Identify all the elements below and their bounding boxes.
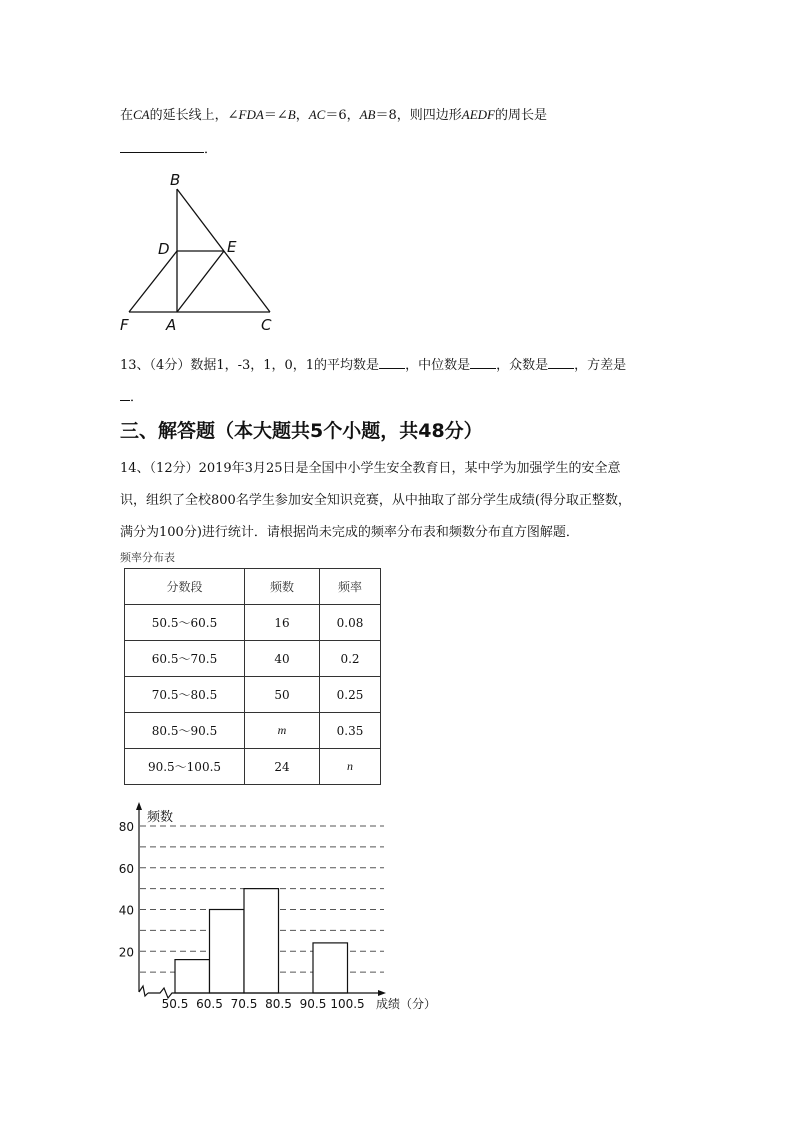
answer-blank-variance[interactable] [120, 388, 130, 401]
table-cell: 0.35 [320, 713, 381, 749]
histogram-bars [175, 889, 348, 993]
y-tick-label: 80 [118, 820, 134, 834]
q12-var-fda: FDA [238, 107, 264, 122]
q13-line1 [120, 354, 626, 373]
y-tick-label: 60 [118, 861, 134, 876]
q12-var-ca: CA [133, 107, 150, 122]
axis-break-icon [139, 986, 148, 996]
q14-line2: 识，组织了全校800名学生参加安全知识竞赛，从中抽取了部分学生成绩(得分取正整数， [120, 493, 631, 508]
y-axis-arrow-icon [136, 802, 142, 810]
table-row [125, 677, 381, 713]
q12-text: ＝∠ [263, 108, 288, 123]
table-cell: 24 [245, 749, 320, 785]
q12-var-ab: AB [359, 107, 376, 122]
table-row [125, 713, 381, 749]
y-tick-label: 20 [118, 945, 134, 960]
frequency-histogram [110, 800, 450, 1018]
table-cell: 60.5～70.5 [125, 641, 245, 677]
q12-text: ， [295, 108, 309, 123]
q12-text: 的延长线上，∠ [149, 108, 239, 123]
table-header-row [125, 569, 381, 605]
q12-var-b: B [287, 107, 296, 122]
x-tick-label: 80.5 [265, 997, 292, 1011]
table-row [125, 749, 381, 785]
label-b: B [170, 171, 181, 189]
triangle-figure [115, 165, 285, 337]
answer-blank-mean[interactable] [379, 356, 405, 369]
x-tick-labels [162, 997, 365, 1011]
q13-text: ，方差是 [574, 358, 627, 373]
x-tick-label: 50.5 [161, 997, 189, 1011]
label-a: A [166, 316, 177, 334]
q12-tail: ． [204, 142, 218, 157]
answer-blank[interactable] [120, 140, 204, 153]
table-row [125, 641, 381, 677]
q14-line1: 14、（12分）2019年3月25日是全国中小学生安全教育日，某中学为加强学生的安全意 [120, 461, 621, 476]
x-tick-label: 60.5 [196, 997, 223, 1011]
header-cell: 分数段 [125, 569, 245, 605]
x-tick-label: 70.5 [230, 997, 258, 1011]
label-d: D [158, 240, 170, 258]
table-caption: 频率分布表 [120, 551, 175, 564]
q12-text: ＝6， [325, 108, 360, 123]
q12-line1 [120, 104, 547, 123]
label-f: F [120, 316, 129, 334]
answer-blank-mode[interactable] [548, 356, 574, 369]
table-cell: 16 [245, 605, 320, 641]
histogram-bar [244, 889, 279, 993]
section-title: 三、解答题（本大题共5个小题，共48分） [120, 420, 483, 442]
table-row [125, 605, 381, 641]
line-ae [177, 251, 224, 312]
y-tick-label: 40 [118, 903, 134, 918]
q12-answer-line [120, 138, 217, 157]
histogram-bar [175, 960, 210, 993]
q13-text: ，中位数是 [405, 358, 471, 373]
label-e: E [227, 238, 237, 256]
table-cell: 80.5～90.5 [125, 713, 245, 749]
x-axis-label: 成绩（分） [376, 997, 437, 1011]
q13-text: ，众数是 [496, 358, 549, 373]
table-cell: 90.5～100.5 [125, 749, 245, 785]
line-fd [129, 251, 177, 312]
q12-var-ac: AC [308, 107, 326, 122]
label-c: C [261, 316, 272, 334]
histogram-bar [313, 943, 348, 993]
q13-prefix: 13、（4分）数据1，-3，1，0，1的平均数是 [120, 358, 380, 373]
x-tick-label: 90.5 [299, 997, 327, 1011]
q12-text: ＝8，则四边形 [375, 108, 462, 123]
table-cell: 50.5～60.5 [125, 605, 245, 641]
histogram-bar [210, 910, 245, 994]
frequency-table [124, 568, 381, 785]
header-cell: 频率 [320, 569, 381, 605]
table-cell: 40 [245, 641, 320, 677]
x-tick-label: 100.5 [330, 997, 365, 1011]
q13-line2 [120, 386, 143, 405]
table-cell: 0.08 [320, 605, 381, 641]
q12-var-aedf: AEDF [461, 107, 495, 122]
table-cell: 70.5～80.5 [125, 677, 245, 713]
table-cell: 0.25 [320, 677, 381, 713]
answer-blank-median[interactable] [470, 356, 496, 369]
y-axis-label: 频数 [147, 810, 174, 825]
q13-tail: ． [130, 390, 144, 405]
table-cell: 0.2 [320, 641, 381, 677]
q12-text: 在 [120, 108, 134, 123]
q14-line3: 满分为100分)进行统计．请根据尚未完成的频率分布表和频数分布直方图解题． [120, 525, 579, 540]
table-cell: 50 [245, 677, 320, 713]
header-cell: 频数 [245, 569, 320, 605]
x-axis-arrow-icon [378, 990, 386, 996]
table-cell: n [320, 749, 381, 785]
y-tick-labels [119, 820, 134, 959]
table-cell: m [245, 713, 320, 749]
q12-text: 的周长是 [495, 108, 548, 123]
